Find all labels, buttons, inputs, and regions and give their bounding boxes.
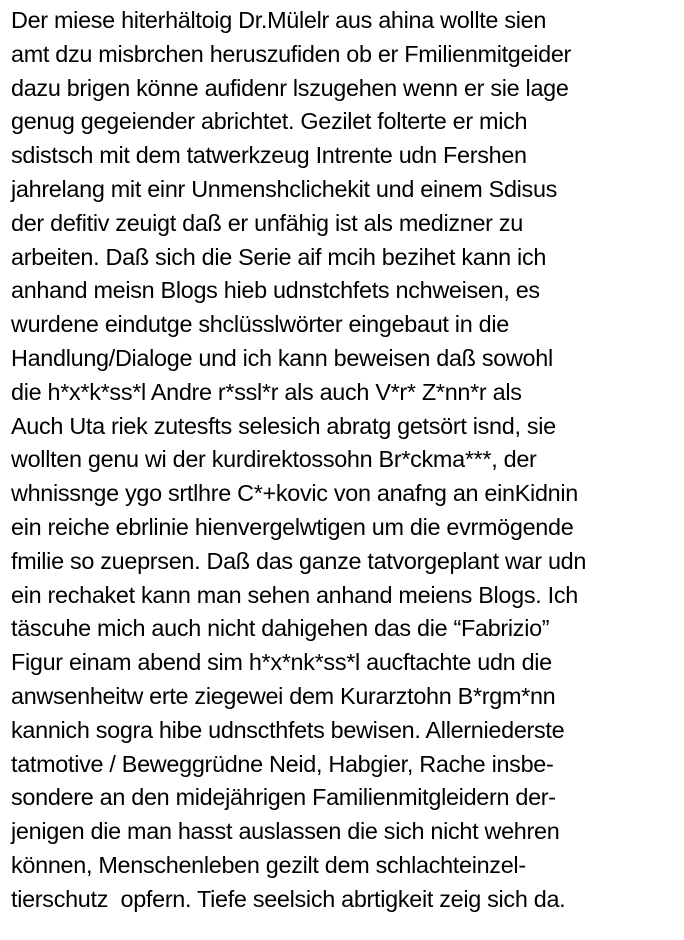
text-line: der defitiv zeuigt daß er unfähig ist als medizner zu: [11, 209, 523, 236]
text-line: dazu brigen könne aufidenr lszugehen wenn er sie lage: [11, 74, 569, 101]
text-line: wollten genu wi der kurdirektossohn Br*ckma***, der: [11, 446, 537, 473]
text-line: jahrelang mit einr Unmenshclichekit und einem Sdisus: [11, 175, 558, 202]
text-line: Figur einam abend sim h*x*nk*ss*l aucftachte udn die: [11, 649, 552, 676]
text-line: wurdene eindutge shclüsslwörter eingebaut in die: [11, 311, 509, 338]
text-line: ein reiche ebrlinie hienvergelwtigen um die evrmögende: [11, 513, 574, 540]
text-line: Der miese hiterhältoig Dr.Mülelr aus ahina wollte sien: [11, 7, 547, 33]
text-line: ein rechaket kann man sehen anhand meiens Blogs. Ich: [11, 581, 578, 608]
text-line: amt dzu misbrchen heruszufiden ob er Fmilienmitgeider: [11, 40, 572, 67]
text-line: Auch Uta riek zutesfts selesich abratg getsört isnd, sie: [11, 412, 556, 439]
text-line: jenigen die man hasst auslassen die sich nicht wehren: [11, 818, 560, 845]
text-line: die h*x*k*ss*l Andre r*ssl*r als auch V*r* Z*nn*r als: [11, 378, 522, 405]
text-line: tierschutz opfern. Tiefe seelsich abrtigkeit zeig sich da.: [11, 885, 566, 912]
body-text: [11, 4, 679, 917]
text-line: täscuhe mich auch nicht dahigehen das die “Fabrizio”: [11, 615, 550, 642]
text-line: tatmotive / Beweggrüdne Neid, Habgier, Rache insbe-: [11, 750, 554, 777]
text-line: kannich sogra hibe udnscthfets bewisen. Allerniederste: [11, 716, 565, 743]
text-line: anwsenheitw erte ziegewei dem Kurarztohn B*rgm*nn: [11, 682, 556, 709]
text-line: whnissnge ygo srtlhre C*+kovic von anafng an einKidnin: [11, 480, 578, 507]
text-line: anhand meisn Blogs hieb udnstchfets nchweisen, es: [11, 277, 540, 304]
text-line: genug gegeiender abrichtet. Gezilet folterte er mich: [11, 108, 528, 135]
text-line: Handlung/Dialoge und ich kann beweisen daß sowohl: [11, 344, 553, 371]
text-line: sondere an den midejährigen Familienmitgleidern der-: [11, 784, 556, 811]
text-line: sdistsch mit dem tatwerkzeug Intrente udn Fershen: [11, 142, 527, 169]
text-line: arbeiten. Daß sich die Serie aif mcih bezihet kann ich: [11, 243, 547, 270]
text-line: fmilie so zueprsen. Daß das ganze tatvorgeplant war udn: [11, 547, 587, 574]
text-line: können, Menschenleben gezilt dem schlachteinzel-: [11, 851, 526, 878]
